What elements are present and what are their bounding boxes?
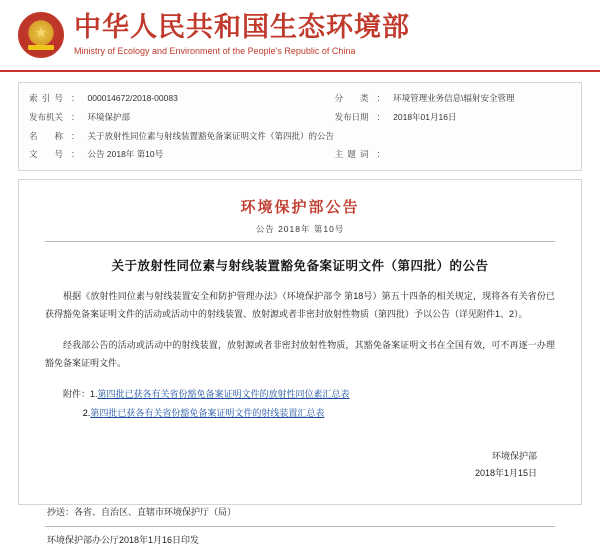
document-paragraph-1: 根据《放射性同位素与射线装置安全和防护管理办法》（环境保护部令 第18号）第五十四条的相关规定，现将各有关省份已获得豁免备案证明文件的活动或活动中的射线装置、放射源或者非密封放射性物质（第四批）予以公告（详见附件1、2）。 (45, 291, 555, 319)
document-cc: 抄送：各省、自治区、直辖市环境保护厅（局） (47, 506, 237, 517)
table-row (25, 89, 575, 108)
document-headline: 环境保护部公告 (240, 199, 360, 216)
meta-value-publish-date: 2018年01月16日 (393, 111, 457, 122)
meta-value-doc-number: 公告 2018年 第10号 (87, 149, 164, 160)
document-print-info: 环境保护部办公厅2018年1月16日印发 (47, 534, 200, 545)
ministry-title-en: Ministry of Ecology and Environment of the People's Republic of China (74, 46, 356, 57)
header-titles (74, 12, 410, 58)
meta-label-doc-number: 文 号 (29, 149, 64, 160)
attachments-label (45, 386, 555, 403)
document-sign-date: 2018年1月15日 (474, 468, 537, 479)
meta-value-name: 关于放射性同位素与射线装置豁免备案证明文件（第四批）的公告 (87, 130, 335, 141)
document-number: 公告 2018年 第10号 (255, 224, 345, 234)
document-paragraph-2: 经我部公告的活动或活动中的射线装置，放射源或者非密封放射性物质，其豁免备案证明文书在全国有效，可不再逐一办理豁免备案证明文件。 (45, 340, 555, 368)
site-header (0, 0, 600, 72)
meta-value-publisher: 环境保护部 (87, 111, 131, 122)
document-subject: 关于放射性同位素与射线装置豁免备案证明文件（第四批）的公告 (111, 259, 489, 273)
divider-top (45, 241, 555, 242)
meta-colon: ： (71, 149, 80, 160)
meta-label-name: 名 称 (29, 130, 64, 141)
meta-colon: ： (376, 93, 386, 103)
meta-colon: ： (376, 111, 386, 122)
meta-value-category: 环境管理业务信息\辐射安全管理 (393, 93, 515, 103)
meta-label-publish-date: 发布日期 (334, 111, 369, 122)
meta-value-keywords (389, 145, 575, 164)
document-signer: 环境保护部 (491, 451, 537, 462)
document-meta-panel (18, 82, 582, 171)
meta-label-category: 分类 (334, 93, 369, 103)
attachment-2-prefix: 2. (82, 408, 91, 419)
meta-label-index: 索引号 (29, 93, 64, 103)
attachment-item-2 (45, 405, 555, 422)
meta-label-keywords: 主 题 词 (334, 149, 369, 160)
meta-colon: ： (71, 93, 80, 103)
document-body (18, 179, 582, 545)
table-row (25, 145, 575, 164)
document-meta-table (25, 89, 575, 164)
meta-colon: ： (71, 130, 80, 141)
divider-bottom (45, 526, 555, 527)
meta-colon: ： (376, 149, 386, 160)
attachment-link-2[interactable]: 第四批已获各有关省份豁免备案证明文件的射线装置汇总表 (90, 408, 325, 419)
attachment-link-1[interactable]: 第四批已获各有关省份豁免备案证明文件的放射性同位素汇总表 (97, 389, 350, 400)
meta-colon: ： (71, 111, 80, 122)
attachments-prefix: 附件：1. (63, 389, 98, 400)
table-row (25, 127, 575, 146)
meta-value-index: 000014672/2018-00083 (87, 93, 178, 103)
table-row (25, 108, 575, 127)
national-emblem-icon (18, 12, 64, 58)
ministry-title-cn: 中华人民共和国生态环境部 (74, 12, 410, 43)
meta-label-publisher: 发布机关 (29, 111, 64, 122)
